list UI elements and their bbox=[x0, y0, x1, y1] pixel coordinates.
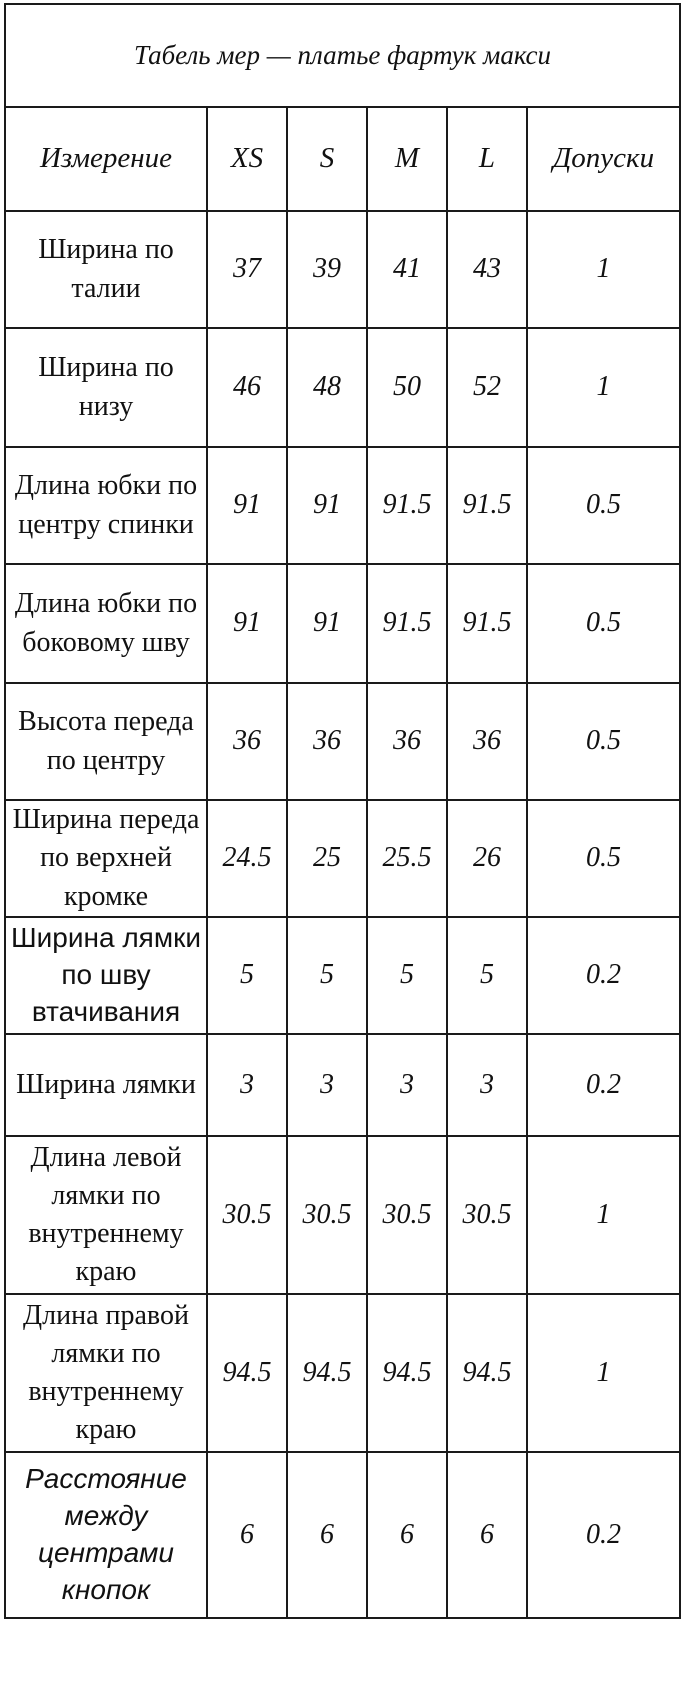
table-row bbox=[5, 1294, 680, 1452]
value-l: 43 bbox=[447, 211, 527, 328]
table-row bbox=[5, 800, 680, 917]
value-m: 50 bbox=[367, 328, 447, 447]
row-label: Ширина по низу bbox=[5, 328, 207, 447]
row-label: Ширина переда по верхней кромке bbox=[5, 800, 207, 917]
value-l: 91.5 bbox=[447, 447, 527, 564]
value-tolerance: 0.5 bbox=[527, 564, 680, 683]
header-measure: Измерение bbox=[5, 107, 207, 211]
row-label: Расстояние между центрами кнопок bbox=[5, 1452, 207, 1618]
table-title: Табель мер — платье фартук макси bbox=[5, 4, 680, 107]
row-label: Длина юбки по центру спинки bbox=[5, 447, 207, 564]
value-xs: 3 bbox=[207, 1034, 287, 1136]
value-m: 36 bbox=[367, 683, 447, 800]
table-row bbox=[5, 564, 680, 683]
value-s: 30.5 bbox=[287, 1136, 367, 1294]
value-s: 3 bbox=[287, 1034, 367, 1136]
value-m: 5 bbox=[367, 917, 447, 1034]
value-tolerance: 0.5 bbox=[527, 447, 680, 564]
table-row bbox=[5, 447, 680, 564]
row-label: Ширина лямки bbox=[5, 1034, 207, 1136]
value-l: 36 bbox=[447, 683, 527, 800]
table-row bbox=[5, 211, 680, 328]
value-l: 30.5 bbox=[447, 1136, 527, 1294]
value-m: 91.5 bbox=[367, 564, 447, 683]
value-tolerance: 0.2 bbox=[527, 917, 680, 1034]
value-tolerance: 0.2 bbox=[527, 1034, 680, 1136]
header-size-s: S bbox=[287, 107, 367, 211]
table-row bbox=[5, 1034, 680, 1136]
value-xs: 37 bbox=[207, 211, 287, 328]
table-row bbox=[5, 328, 680, 447]
value-xs: 30.5 bbox=[207, 1136, 287, 1294]
value-m: 3 bbox=[367, 1034, 447, 1136]
value-s: 39 bbox=[287, 211, 367, 328]
title-row bbox=[5, 4, 680, 107]
value-s: 48 bbox=[287, 328, 367, 447]
value-tolerance: 0.5 bbox=[527, 683, 680, 800]
value-s: 36 bbox=[287, 683, 367, 800]
value-m: 30.5 bbox=[367, 1136, 447, 1294]
value-m: 6 bbox=[367, 1452, 447, 1618]
row-label: Ширина лямки по шву втачивания bbox=[5, 917, 207, 1034]
value-tolerance: 1 bbox=[527, 328, 680, 447]
table-row bbox=[5, 1452, 680, 1618]
value-l: 26 bbox=[447, 800, 527, 917]
value-xs: 36 bbox=[207, 683, 287, 800]
value-m: 91.5 bbox=[367, 447, 447, 564]
value-tolerance: 1 bbox=[527, 1294, 680, 1452]
value-tolerance: 0.2 bbox=[527, 1452, 680, 1618]
row-label: Длина юбки по боковому шву bbox=[5, 564, 207, 683]
value-s: 5 bbox=[287, 917, 367, 1034]
value-xs: 91 bbox=[207, 447, 287, 564]
value-xs: 24.5 bbox=[207, 800, 287, 917]
row-label: Высота переда по центру bbox=[5, 683, 207, 800]
value-m: 25.5 bbox=[367, 800, 447, 917]
row-label: Ширина по талии bbox=[5, 211, 207, 328]
value-xs: 5 bbox=[207, 917, 287, 1034]
value-xs: 94.5 bbox=[207, 1294, 287, 1452]
row-label: Длина левой лямки по внутреннему краю bbox=[5, 1136, 207, 1294]
value-tolerance: 0.5 bbox=[527, 800, 680, 917]
table-row bbox=[5, 917, 680, 1034]
value-xs: 6 bbox=[207, 1452, 287, 1618]
value-s: 25 bbox=[287, 800, 367, 917]
value-s: 6 bbox=[287, 1452, 367, 1618]
value-s: 94.5 bbox=[287, 1294, 367, 1452]
value-l: 91.5 bbox=[447, 564, 527, 683]
value-tolerance: 1 bbox=[527, 1136, 680, 1294]
value-tolerance: 1 bbox=[527, 211, 680, 328]
table-row bbox=[5, 1136, 680, 1294]
row-label: Длина правой лямки по внутреннему краю bbox=[5, 1294, 207, 1452]
value-l: 52 bbox=[447, 328, 527, 447]
value-m: 94.5 bbox=[367, 1294, 447, 1452]
value-l: 3 bbox=[447, 1034, 527, 1136]
table-row bbox=[5, 683, 680, 800]
value-l: 94.5 bbox=[447, 1294, 527, 1452]
header-size-l: L bbox=[447, 107, 527, 211]
header-size-xs: XS bbox=[207, 107, 287, 211]
header-tolerance: Допуски bbox=[527, 107, 680, 211]
header-size-m: M bbox=[367, 107, 447, 211]
value-s: 91 bbox=[287, 564, 367, 683]
value-l: 5 bbox=[447, 917, 527, 1034]
value-s: 91 bbox=[287, 447, 367, 564]
measurement-table bbox=[4, 3, 681, 1619]
header-row bbox=[5, 107, 680, 211]
value-m: 41 bbox=[367, 211, 447, 328]
value-l: 6 bbox=[447, 1452, 527, 1618]
value-xs: 91 bbox=[207, 564, 287, 683]
value-xs: 46 bbox=[207, 328, 287, 447]
